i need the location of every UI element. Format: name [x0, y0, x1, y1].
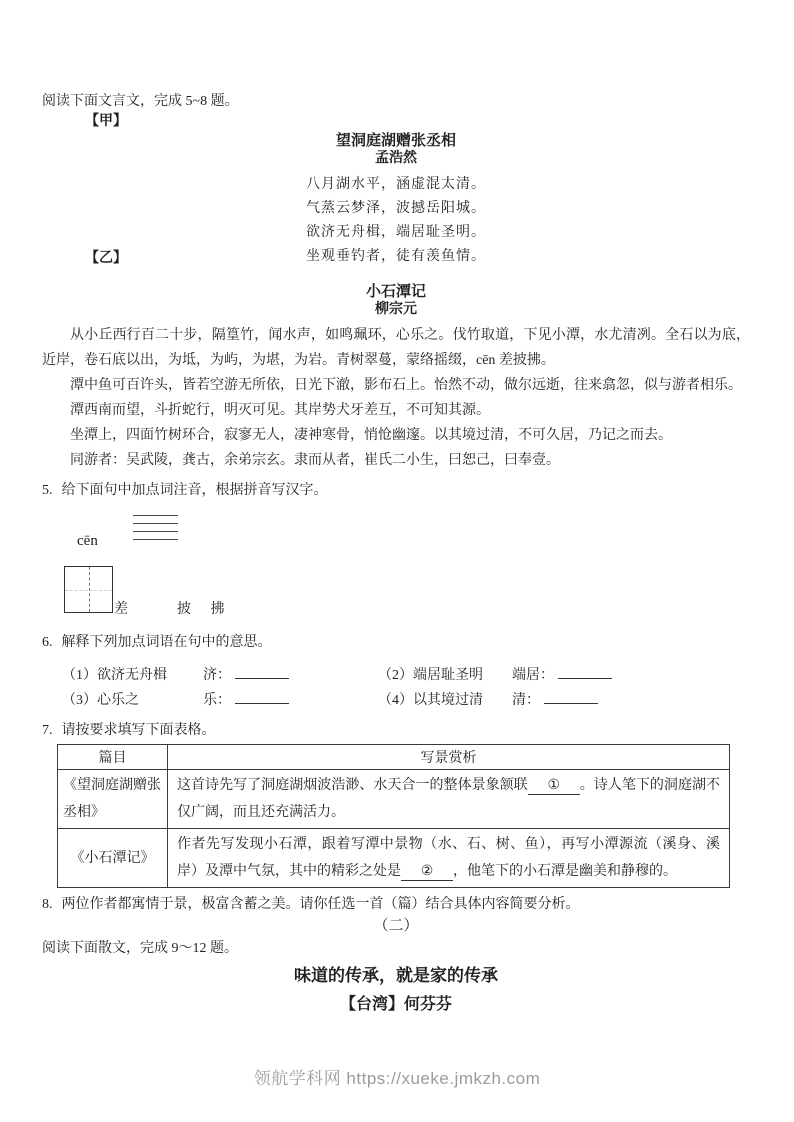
prose-paragraph: 同游者：吴武陵，龚古，余弟宗玄。隶而从者，崔氏二小生，曰恕己，曰奉壹。	[70, 453, 560, 468]
question-6-text: 解释下列加点词语在句中的意思。	[61, 635, 272, 650]
question-5	[42, 481, 750, 501]
analysis-after: 。诗人笔下的洞庭湖不仅广阔，而且还充满活力。	[177, 778, 721, 820]
prose-title: 小石潭记	[365, 284, 426, 300]
q6-phrase: （3）心乐之	[62, 693, 139, 708]
q6-phrase: （4）以其境过清	[378, 693, 483, 708]
prose-paragraph: 潭中鱼可百许头，皆若空游无所依，日光下澈，影布石上。怡然不动，做尔远逝，往来翕忽，似与游者相乐。	[70, 378, 742, 393]
table-header-title: 篇目	[58, 745, 168, 770]
grid-line	[133, 531, 178, 539]
numbered-blank: ②	[401, 864, 453, 881]
q6-term: 端居：	[512, 668, 554, 683]
q6-item-4	[378, 688, 750, 713]
table-header-analysis: 写景赏析	[168, 745, 730, 770]
char-after-box: 差	[114, 602, 128, 617]
table-row	[58, 829, 730, 888]
question-6-number: 6.	[42, 635, 53, 650]
answer-blank	[235, 664, 289, 679]
poem-body	[42, 173, 750, 269]
table-cell-analysis	[168, 770, 730, 829]
poem-line: 气蒸云梦泽，波撼岳阳城。	[306, 201, 486, 216]
pinyin-label: cēn	[77, 533, 98, 549]
poem-author: 孟浩然	[375, 151, 417, 166]
question-7	[42, 721, 750, 741]
question-7-text: 请按要求填写下面表格。	[61, 723, 216, 738]
table-cell-title: 《小石潭记》	[58, 829, 168, 888]
answer-blank	[558, 664, 612, 679]
prose-paragraph: 从小丘西行百二十步，隔篁竹，闻水声，如鸣珮环，心乐之。伐竹取道，下见小潭，水尤清冽。全石以为底，近岸，卷石底以出，为坻，为屿，为堪，为岩。青树翠蔓，蒙络摇缀，cēn 差披拂。	[42, 328, 750, 368]
question-5-answer-area	[42, 501, 750, 633]
question-8	[42, 894, 750, 915]
analysis-before: 这首诗先写了洞庭湖烟波浩渺、水天合一的整体景象颔联	[177, 778, 528, 793]
prose-paragraph: 潭西南而望，斗折蛇行，明灭可见。其岸势犬牙差互，不可知其源。	[70, 403, 490, 418]
question-5-text: 给下面句中加点词注音，根据拼音写汉字。	[61, 483, 328, 498]
analysis-before: 作者先写发现小石潭，跟着写潭中景物（水、石、树、鱼），再写小潭源流（溪身、溪岸）及潭中气氛，其中的精彩之处是	[177, 837, 720, 879]
table-header-row	[58, 745, 730, 770]
annotated-word: 披 拂	[177, 602, 233, 617]
poem-line: 欲济无舟楫，端居耻圣明。	[306, 225, 486, 240]
prose-author: 柳宗元	[375, 302, 417, 317]
tianzige-box	[64, 566, 113, 613]
table-cell-analysis	[168, 829, 730, 888]
poem-line: 八月湖水平，涵虚混太清。	[306, 177, 486, 192]
table-cell-title: 《望洞庭湖赠张丞相》	[58, 770, 168, 829]
grid-line	[133, 523, 178, 531]
pinyin-four-line-grid	[133, 515, 178, 547]
essay-title: 味道的传承，就是家的传承	[294, 966, 498, 985]
question-7-table	[57, 744, 730, 888]
question-8-text: 两位作者都寓情于景，极富含蓄之美。请你任选一首（篇）结合具体内容简要分析。	[61, 897, 580, 912]
prose-paragraph: 坐潭上，四面竹树环合，寂寥无人，凄神寒骨，悄怆幽邃。以其境过清，不可久居，乃记之而去。	[70, 428, 672, 443]
q6-term: 济：	[203, 668, 231, 683]
question-6	[42, 633, 750, 653]
page-content	[42, 92, 750, 1016]
label-yi: 【乙】	[85, 251, 127, 266]
q6-phrase: （2）端居耻圣明	[378, 668, 483, 683]
grid-line	[133, 515, 178, 523]
table-row	[58, 770, 730, 829]
answer-blank	[544, 689, 598, 704]
question-5-number: 5.	[42, 483, 53, 498]
numbered-blank: ①	[528, 778, 580, 795]
q6-item-1	[62, 663, 378, 688]
watermark-footer: 领航学科网 https://xueke.jmkzh.com	[253, 1069, 541, 1088]
tianzige-horizontal-dash	[65, 590, 112, 591]
section-one-intro: 阅读下面文言文，完成 5~8 题。	[42, 94, 239, 109]
q6-phrase: （1）欲济无舟楫	[62, 668, 167, 683]
essay-author: 【台湾】何芬芬	[339, 996, 452, 1013]
q6-item-2	[378, 663, 750, 688]
answer-blank	[235, 689, 289, 704]
section-two-intro: 阅读下面散文，完成 9～12 题。	[42, 941, 238, 956]
grid-line	[133, 539, 178, 547]
q6-term: 清：	[512, 693, 540, 708]
q6-item-3	[62, 688, 378, 713]
section-two-label: （二）	[373, 918, 419, 934]
label-jia: 【甲】	[85, 114, 127, 129]
analysis-after: ，他笔下的小石潭是幽美和静穆的。	[453, 864, 677, 879]
question-8-number: 8.	[42, 897, 53, 912]
question-6-items	[62, 663, 750, 713]
q6-term: 乐：	[203, 693, 231, 708]
question-7-number: 7.	[42, 723, 53, 738]
poem-title: 望洞庭湖赠张丞相	[335, 133, 456, 149]
poem-line: 坐观垂钓者，徒有羡鱼情。	[306, 249, 486, 264]
prose-body	[42, 323, 750, 473]
